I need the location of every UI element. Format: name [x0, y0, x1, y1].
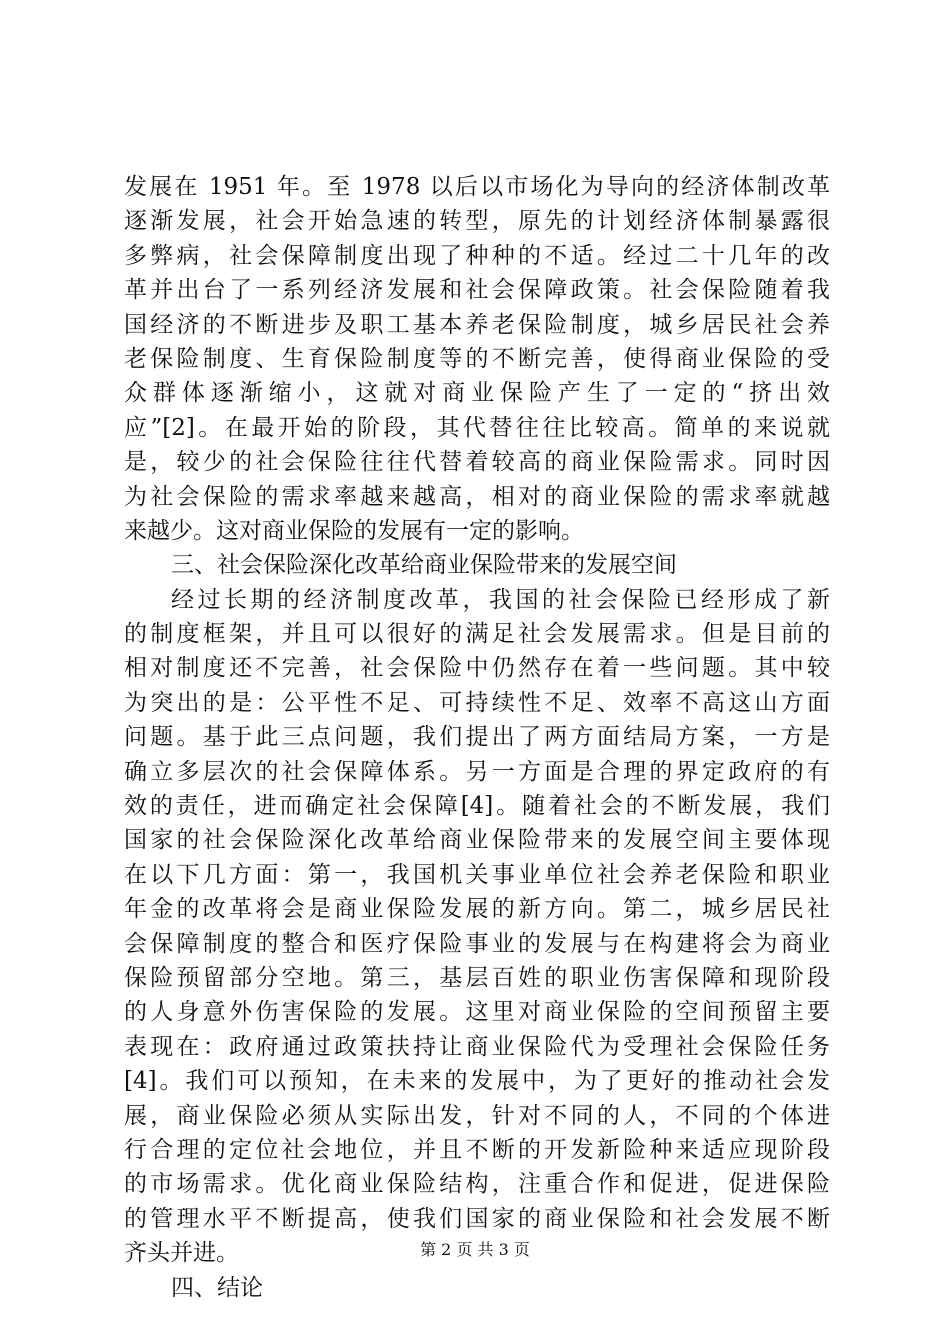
text-line: [4]。我们可以预知，在未来的发展中，为了更好的推动社会发 [124, 1068, 830, 1095]
text-line: 表现在：政府通过政策扶持让商业保险代为受理社会保险任务 [124, 1033, 830, 1060]
paragraph-development-space [124, 583, 830, 1271]
paragraph-economic-reform [124, 170, 830, 548]
text-line: 逐渐发展，社会开始急速的转型，原先的计划经济体制暴露很 [124, 208, 830, 235]
section-heading-3 [124, 548, 830, 582]
text-line: 的市场需求。优化商业保险结构，注重合作和促进，促进保险 [124, 1171, 830, 1198]
text-line: 发展在 1951 年。至 1978 以后以市场化为导向的经济体制改革 [124, 174, 830, 200]
document-body [124, 170, 830, 1305]
text-line: 在以下几方面：第一，我国机关事业单位社会养老保险和职业 [124, 861, 830, 888]
text-line: 问题。基于此三点问题，我们提出了两方面结局方案，一方是 [124, 724, 830, 751]
text-line: 国经济的不断进步及职工基本养老保险制度，城乡居民社会养 [124, 311, 830, 338]
text-line: 老保险制度、生育保险制度等的不断完善，使得商业保险的受 [124, 345, 830, 372]
section-title: 四、结论 [171, 1274, 263, 1301]
text-line: 齐头并进。 [124, 1240, 239, 1267]
page-number-label: 第 2 页 共 3 页 [420, 1240, 530, 1259]
text-line: 是，较少的社会保险往往代替着较高的商业保险需求。同时因 [124, 449, 830, 476]
text-line: 展，商业保险必须从实际出发，针对不同的人，不同的个体进 [124, 1102, 830, 1129]
section-title: 三、社会保险深化改革给商业保险带来的发展空间 [171, 552, 677, 579]
text-line: 的管理水平不断提高，使我们国家的商业保险和社会发展不断 [124, 1205, 830, 1232]
text-line: 革并出台了一系列经济发展和社会保障政策。社会保险随着我 [124, 277, 830, 304]
text-line: 应”[2]。在最开始的阶段，其代替往往比较高。简单的来说就 [124, 414, 830, 441]
text-line: 来越少。这对商业保险的发展有一定的影响。 [124, 517, 584, 544]
text-line: 国家的社会保险深化改革给商业保险带来的发展空间主要体现 [124, 827, 830, 854]
page-footer [0, 1240, 950, 1260]
text-line: 经过长期的经济制度改革，我国的社会保险已经形成了新 [171, 586, 830, 613]
text-line: 的人身意外伤害保险的发展。这里对商业保险的空间预留主要 [124, 999, 830, 1026]
text-line: 相对制度还不完善，社会保险中仍然存在着一些问题。其中较 [124, 655, 830, 682]
text-line: 保险预留部分空地。第三，基层百姓的职业伤害保障和现阶段 [124, 964, 830, 991]
section-heading-4 [124, 1271, 830, 1305]
text-line: 确立多层次的社会保障体系。另一方面是合理的界定政府的有 [124, 758, 830, 785]
text-line: 年金的改革将会是商业保险发展的新方向。第二，城乡居民社 [124, 896, 830, 923]
text-line: 为突出的是：公平性不足、可持续性不足、效率不高这山方面 [124, 689, 830, 716]
text-line: 行合理的定位社会地位，并且不断的开发新险种来适应现阶段 [124, 1136, 830, 1163]
text-line: 的制度框架，并且可以很好的满足社会发展需求。但是目前的 [124, 621, 830, 648]
text-line: 效的责任，进而确定社会保障[4]。随着社会的不断发展，我们 [124, 793, 830, 820]
text-line: 众群体逐渐缩小，这就对商业保险产生了一定的“挤出效 [124, 380, 830, 407]
text-line: 为社会保险的需求率越来越高，相对的商业保险的需求率就越 [124, 483, 830, 510]
text-line: 会保障制度的整合和医疗保险事业的发展与在构建将会为商业 [124, 930, 830, 957]
text-line: 多弊病，社会保障制度出现了种种的不适。经过二十几年的改 [124, 242, 830, 269]
